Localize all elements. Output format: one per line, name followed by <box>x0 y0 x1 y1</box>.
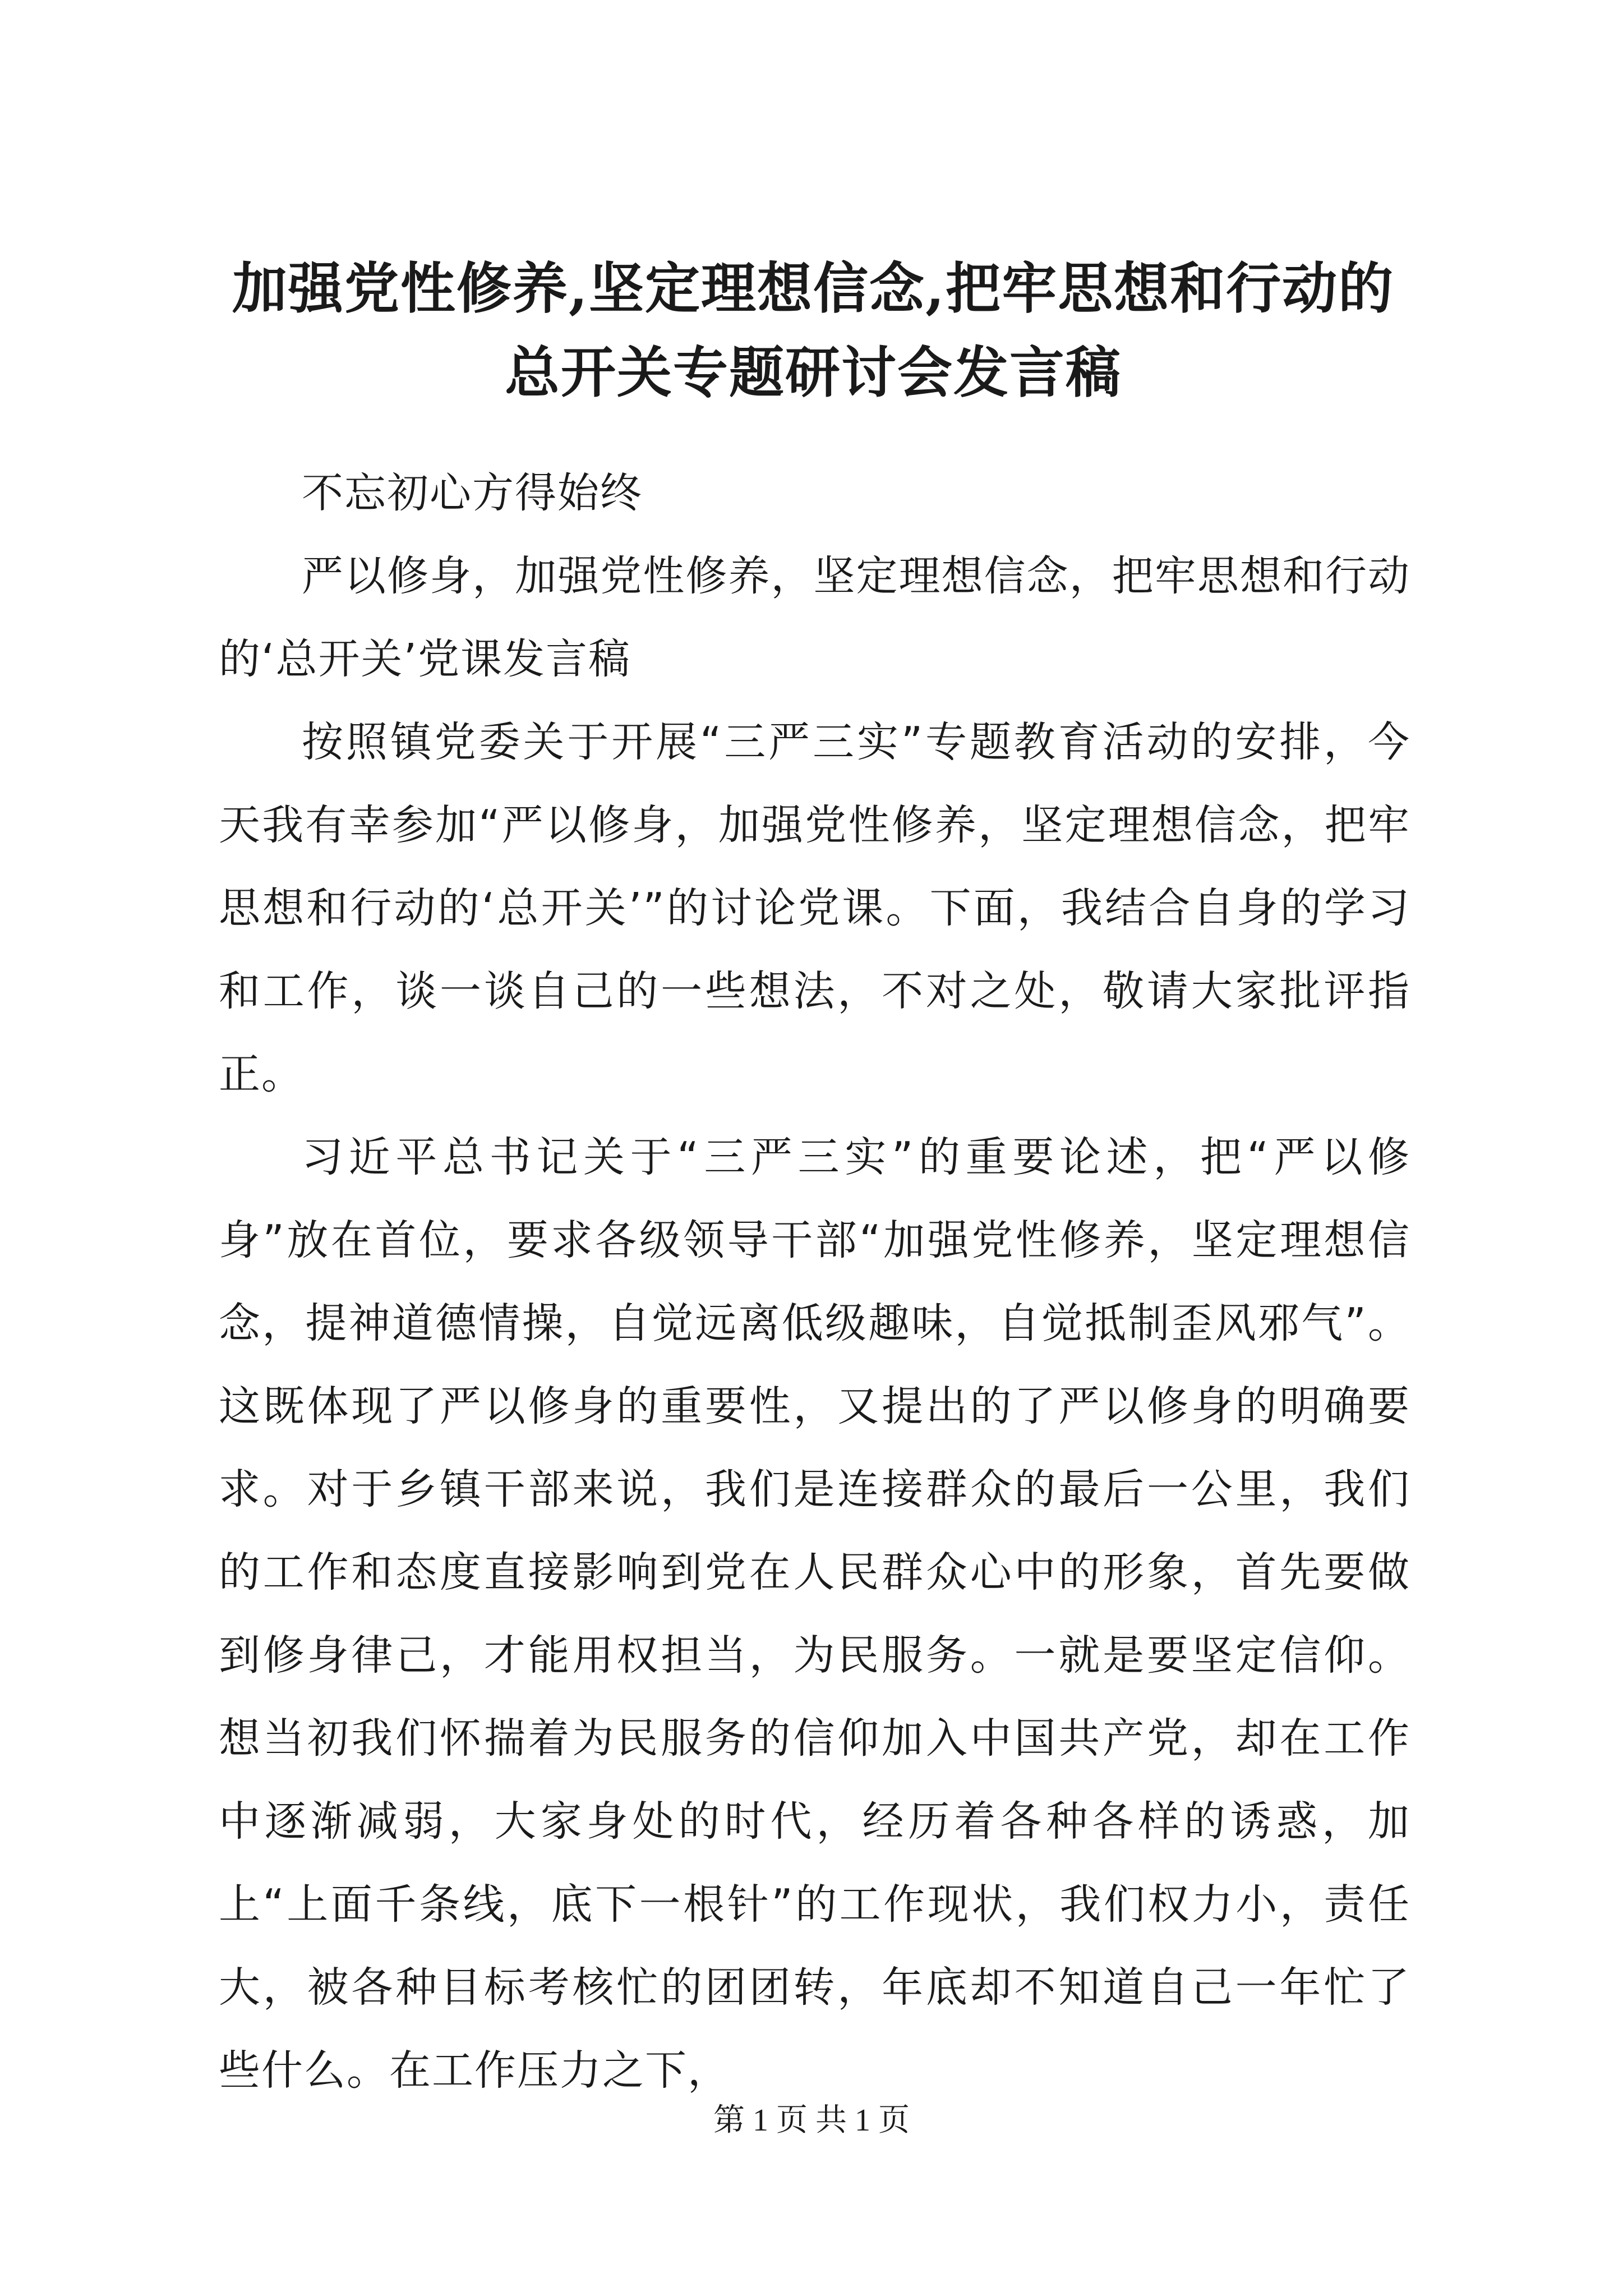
paragraph: 不忘初心方得始终 <box>302 469 643 517</box>
paragraph: 严以修身，加强党性修养，坚定理想信念，把牢思想和行动的‘总开关’党课发言稿 <box>219 552 1410 683</box>
document-title: 加强党性修养,坚定理想信念,把牢思想和行动的总开关专题研讨会发言稿 <box>232 256 1395 405</box>
paragraph: 按照镇党委关于开展“三严三实”专题教育活动的安排，今天我有幸参加“严以修身，加强党性修养，坚定理想信念，把牢思想和行动的‘总开关’”的讨论党课。下面，我结合自身的学习和工作，谈一谈自己的一些想法，不对之处，敬请大家批评指正。 <box>219 718 1410 1098</box>
document-body <box>219 452 1410 2112</box>
paragraph: 习近平总书记关于“三严三实”的重要论述，把“严以修身”放在首位，要求各级领导干部“加强党性修养，坚定理想信念，提神道德情操，自觉远离低级趣味，自觉抵制歪风邪气”。这既体现了严以修身的重要性，又提出的了严以修身的明确要求。对于乡镇干部来说，我们是连接群众的最后一公里，我们的工作和态度直接影响到党在人民群众心中的形象，首先要做到修身律己，才能用权担当，为民服务。一就是要坚定信仰。想当初我们怀揣着为民服务的信仰加入中国共产党，却在工作中逐渐减弱，大家身处的时代，经历着各种各样的诱惑，加上“上面千条线，底下一根针”的工作现状，我们权力小，责任大，被各种目标考核忙的团团转，年底却不知道自己一年忙了些什么。在工作压力之下， <box>219 1133 1410 2095</box>
page-footer: 第 1 页 共 1 页 <box>713 2103 910 2138</box>
